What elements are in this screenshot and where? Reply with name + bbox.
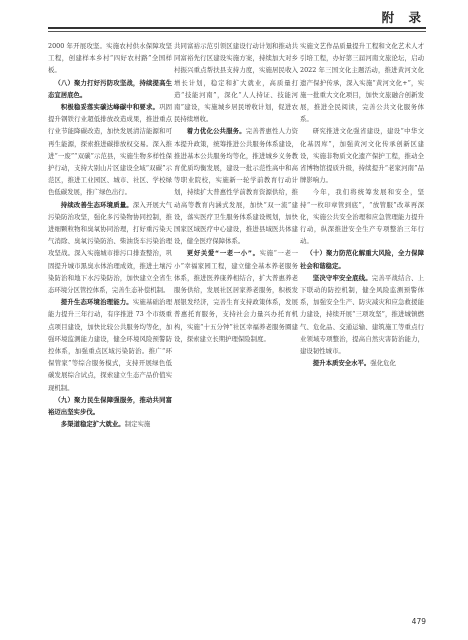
- paragraph: [300, 272, 424, 357]
- paragraph: 共同富裕示范引领区建设行动计划和推动共同富裕先行区建设实施方案，持续加大对乡村振兴重点帮扶县支持力度，实施居民收入增长计划，稳定和扩大就业，高质量打造“技能河南”，深化“人人持证、技能河南”建设，实施城乡居民增收计划，促进农民持续增收。: [174, 42, 298, 124]
- paragraph-lead: 多渠道稳定扩大就业。: [60, 420, 125, 429]
- column-3: [300, 40, 424, 612]
- paragraph-lead: 持续改善生态环境质量。: [60, 200, 133, 209]
- section-heading: （十）聚力防范化解重大风险，全力保障社会和谐稳定。: [300, 249, 424, 270]
- paragraph-body: 深入开展大气污染防治攻坚，强化多污染物协同控制，推进细颗粒物和臭氧协同治理，打好重污染天气消除、臭氧污染防治、柴油货车污染治理攻坚战。深入实施城市排污口排查整治，巩固提升城市黑臭水体治理成效，推进土壤污染防治和地下水污染防治，加快建立全省生态环境分区管控体系，完善生态补偿机制。: [48, 200, 172, 295]
- paragraph: [174, 125, 298, 247]
- paragraph: [48, 296, 172, 394]
- paragraph: [48, 101, 172, 199]
- paragraph-lead: 更好关爱“一老一小”。: [186, 249, 260, 258]
- paragraph-lead: 提升生态环境治理能力。: [60, 298, 133, 307]
- column-2: [174, 40, 298, 612]
- paragraph: [48, 199, 172, 297]
- section-heading: （八）聚力打好污防攻坚战，持续提高生态宜居底色。: [48, 78, 172, 99]
- paragraph: 实施文艺作品质量提升工程和文化艺术人才引培工程，办好第三届河南文旅论坛，启动 2022 年三国文化主题活动，推进黄河文化遗产保护传承，深入实施“黄河文化+”，实施一批重大文化项目，加快文旅融合创新发展，推进全民阅读，完善公共文化服务体系。: [300, 42, 424, 124]
- page-number: 479: [411, 617, 426, 626]
- paragraph: 今年，我们将统筹发展和安全，坚持“一枚印章管到底”，“放管服”改革再深化，实施公共安全治理和应急管理能力提升行动，纵深推进安全生产专项整治三年行动。: [300, 188, 424, 246]
- paragraph-lead: 积极稳妥落实碳达峰碳中和要求。: [60, 103, 160, 112]
- section-title: 附 录: [381, 10, 426, 25]
- header-rule-thin: [48, 31, 426, 32]
- paragraph-body: 完善普惠性人力资本提升政策，统筹推进公共服务体系建设，推进基本公共服务均等化，推进城乡义务教育优质均衡发展，建设一批示范性高中和高等职业院校，实施新一轮学前教育行动计划，持续扩大普惠性学前教育资源供给，推动高等教育内涵式发展，加快“双一流”建设，落实医疗卫生服务体系建设规划，加快国家区域医疗中心建设，推进县域医共体建设，健全医疗保障体系。: [174, 127, 298, 246]
- paragraph-body: 完善平战结合、上下联动的防控机制，健全风险监测预警体系，加强安全生产、防灾减灾和应急救援能力建设，持续开展“三项攻坚”，推进城镇燃气、危化品、交通运输、建筑施工等重点行业领域专项整治，提高自然灾害防治能力，建设韧性城市。: [300, 273, 424, 356]
- column-1: [48, 40, 172, 612]
- paragraph-body: 巩固提升钢铁行业超低排放改造成果，推进重点行业节能降碳改造，加快发展清洁能源和可再生能源，探索推进碳排放权交易。深入推进“一废”“双碳”示范县，实施生物多样性保护行动，支持大别山片区建设全域“双碳”示范区，推进工业园区、城市、社区、学校绿色低碳发展，推广绿色出行。: [48, 103, 172, 197]
- header-rule-thick: [48, 27, 426, 29]
- paragraph: [174, 247, 298, 345]
- paragraph-body: 实施“一老一小”幸福家园工程，建立健全基本养老服务体系，推进医养康养相结合，扩大普惠养老服务供给，发展社区居家养老服务，积极发展银发经济，完善生育支持政策体系，发展普惠托育服务，支持社会力量兴办托育机构，实施“十五分钟”社区幸福养老服务圈建设，探索建立长期护理保险制度。: [174, 249, 298, 343]
- paragraph: [48, 418, 172, 430]
- paragraph-lead: 坚决守牢安全底线。: [312, 273, 372, 282]
- paragraph-body: 实施基础治理能力提升三年行动，有序推进 73 个市级重点项目建设，加快比较公共服务均等化，加强环境监测能力建设，健全环境风险预警防控体系，加强重点区域污染防治。推广“环保管家”等综合服务模式，支持开展绿色低碳发展综合试点，探索建立生态产品价值实现机制。: [48, 298, 172, 392]
- paragraph-body: 制定实施: [124, 420, 151, 429]
- paragraph-lead: 提升本质安全水平。: [312, 359, 371, 368]
- page-header: [0, 0, 468, 40]
- paragraph: 2000 年开展攻坚。实施农村供水保障攻坚工程，创建样本乡村“四好农村路”全国样板。: [48, 42, 172, 75]
- paragraph: [300, 357, 424, 369]
- paragraph-body: 强化危化: [370, 359, 396, 368]
- paragraph-lead: 着力优化公共服务。: [186, 127, 246, 136]
- section-heading: （九）聚力民生保障强服务，推动共同富裕迈出坚实步伐。: [48, 395, 172, 417]
- paragraph: 研究推进文化强省建设，建设“中华文化基因库”，加强黄河文化传承创新区建设，实施非物质文化遗产保护工程，推动全省博物馆提质升级，持续提升“老家河南”品牌影响力。: [300, 127, 424, 185]
